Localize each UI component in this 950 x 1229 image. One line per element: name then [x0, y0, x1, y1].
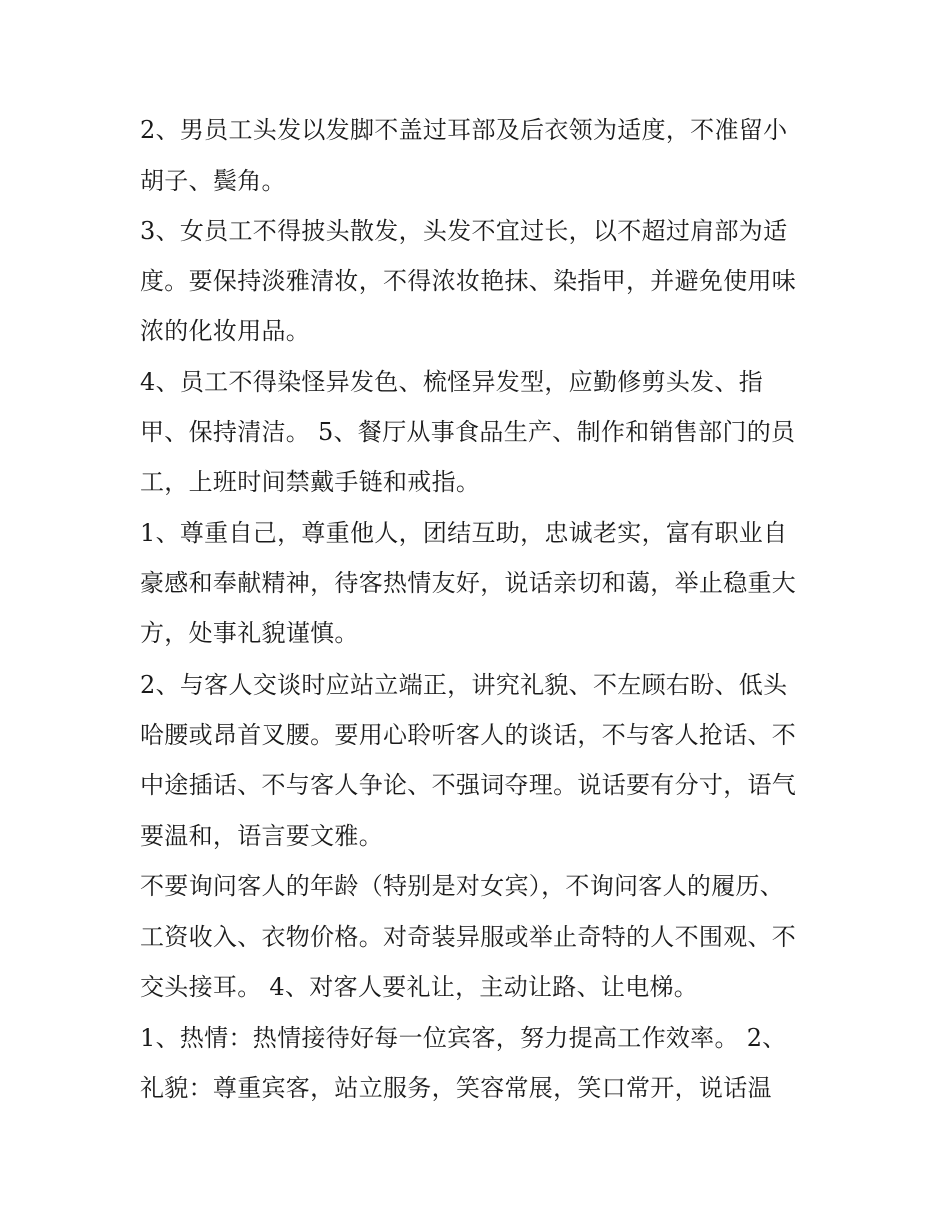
text-line: 3、女员工不得披头散发，头发不宜过长，以不超过肩部为适	[140, 217, 788, 245]
text-line: 礼貌：尊重宾客，站立服务，笑容常展，笑口常开，说话温	[140, 1074, 772, 1102]
text-line: 不要询问客人的年龄（特别是对女宾），不询问客人的履历、	[140, 872, 785, 900]
text-line: 胡子、鬓角。	[140, 167, 286, 195]
text-line: 1、尊重自己，尊重他人，团结互助，忠诚老实，富有职业自	[140, 519, 788, 547]
text-line: 度。要保持淡雅清妆，不得浓妆艳抹、染指甲，并避免使用味	[140, 267, 797, 295]
text-line: 哈腰或昂首叉腰。要用心聆听客人的谈话，不与客人抢话、不	[140, 721, 797, 749]
text-line: 2、男员工头发以发脚不盖过耳部及后衣领为适度，不准留小	[140, 116, 788, 144]
text-line: 4、员工不得染怪异发色、梳怪异发型，应勤修剪头发、指	[140, 368, 764, 396]
text-line: 1、热情：热情接待好每一位宾客，努力提高工作效率。 2、	[140, 1024, 787, 1052]
text-line: 浓的化妆用品。	[140, 317, 311, 345]
text-line: 方，处事礼貌谨慎。	[140, 619, 359, 647]
text-line: 工，上班时间禁戴手链和戒指。	[140, 468, 481, 496]
text-line: 要温和，语言要文雅。	[140, 822, 383, 850]
text-line: 交头接耳。 4、对客人要礼让，主动让路、让电梯。	[140, 973, 699, 1001]
text-line: 中途插话、不与客人争论、不强词夺理。说话要有分寸，语气	[140, 771, 797, 799]
text-line: 豪感和奉献精神，待客热情友好，说话亲切和蔼，举止稳重大	[140, 569, 797, 597]
text-line: 2、与客人交谈时应站立端正，讲究礼貌、不左顾右盼、低头	[140, 671, 788, 699]
text-line: 工资收入、衣物价格。对奇装异服或举止奇特的人不围观、不	[140, 923, 797, 951]
text-line: 甲、保持清洁。 5、餐厅从事食品生产、制作和销售部门的员	[140, 418, 796, 446]
